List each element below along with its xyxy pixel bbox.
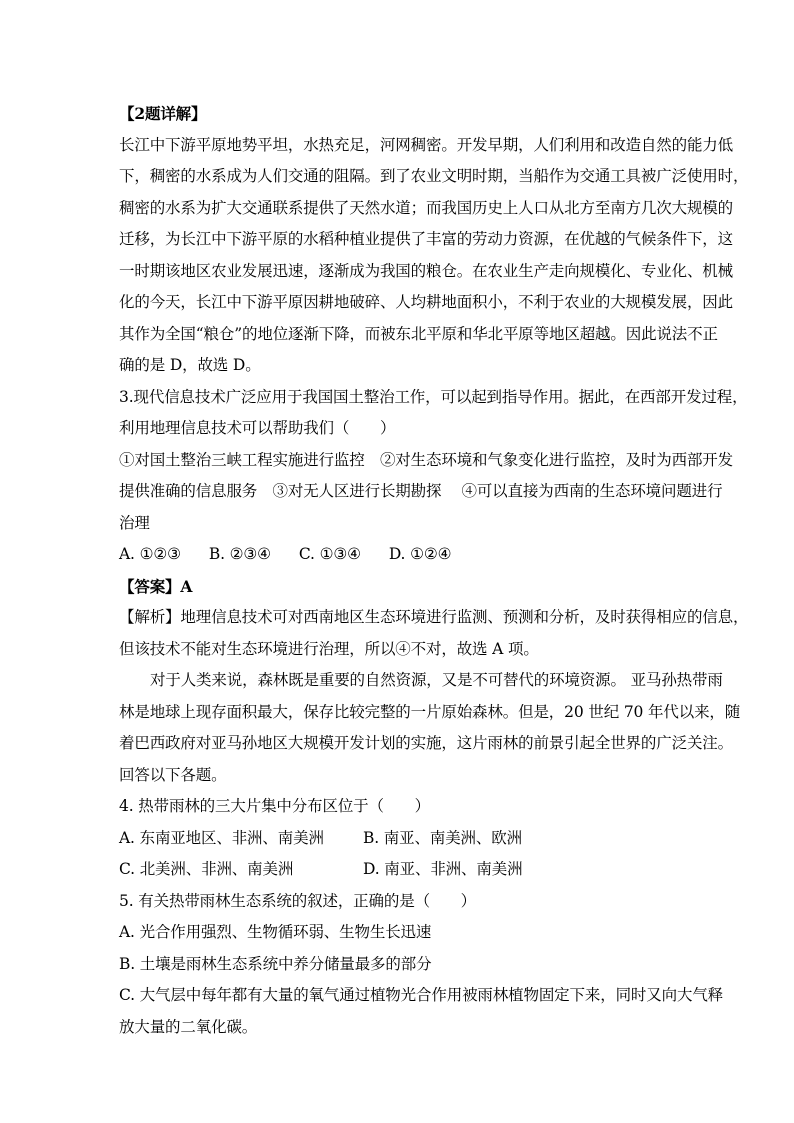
q4-option-d: D. 南亚、非洲、南美洲 <box>363 860 523 878</box>
q5-option-b: B. 土壤是雨林生态系统中养分储量最多的部分 <box>119 954 432 973</box>
q5-option-a: A. 光合作用强烈、生物循环弱、生物生长迅速 <box>119 923 432 941</box>
q3-item-last: 治理 <box>119 513 150 532</box>
q4-option-c: C. 北美洲、非洲、南美洲 <box>119 860 294 878</box>
q3-analysis: 【解析】地理信息技术可对西南地区生态环境进行监测、预测和分析，及时获得相应的信息， <box>119 608 749 626</box>
q2-line: 迁移，为长江中下游平原的水稻种植业提供了丰富的劳动力资源，在优越的气候条件下，这 <box>119 230 734 248</box>
q3-answer: 【答案】A <box>119 576 193 596</box>
q3-option-d: D. ①②④ <box>388 545 452 563</box>
q3-stem: 3.现代信息技术广泛应用于我国国土整治工作，可以起到指导作用。据此，在西部开发过程， <box>119 387 748 406</box>
q2-line: 稠密的水系为扩大交通联系提供了天然水道；而我国历史上人口从北方至南方几次大规模的 <box>119 198 734 217</box>
q2-line: 其作为全国“粮仓”的地位逐渐下降，而被东北平原和华北平原等地区超越。因此说法不正 <box>119 324 718 343</box>
q3-item-line: ①对国土整治三峡工程实施进行监控 ②对生态环境和气象变化进行监控，及时为西部开发 <box>119 450 734 469</box>
q4-option-b: B. 南亚、南美洲、欧洲 <box>363 828 522 847</box>
q4-option-a: A. 东南亚地区、非洲、南美洲 <box>119 828 324 847</box>
document-content <box>119 98 749 1043</box>
q2-line: 下，稠密的水系成为人们交通的阻隔。到了农业文明时期，当船作为交通工具被广泛使用时， <box>119 167 749 185</box>
q2-line-last: 确的是 D，故选 D。 <box>119 356 261 374</box>
q3-stem: 利用地理信息技术可以帮助我们（ ） <box>119 419 396 437</box>
q2-heading: 【2题详解】 <box>119 104 207 123</box>
q3-analysis-last: 但该技术不能对生态环境进行治理，所以④不对，故选 A 项。 <box>119 639 539 658</box>
q2-line: 一时期该地区农业发展迅速，逐渐成为我国的粮仓。在农业生产走向规模化、专业化、机械 <box>119 261 734 280</box>
q5-option-c-cont: 放大量的二氧化碳。 <box>119 1017 258 1036</box>
q5-stem: 5. 有关热带雨林生态系统的叙述，正确的是（ ） <box>119 891 476 910</box>
q4-options-row <box>119 854 679 886</box>
q2-line: 化的今天，长江中下游平原因耕地破碎、人均耕地面积小，不利于农业的大规模发展，因此 <box>119 293 734 311</box>
q2-line: 长江中下游平原地势平坦，水热充足，河网稠密。开发早期，人们利用和改造自然的能力低 <box>119 135 734 154</box>
q3-options <box>119 539 679 571</box>
q4-stem: 4. 热带雨林的三大片集中分布区位于（ ） <box>119 797 430 815</box>
q3-option-c: C. ①③④ <box>298 545 361 563</box>
passage-line: 林是地球上现存面积最大，保存比较完整的一片原始森林。但是，20 世纪 70 年代以来，随 <box>119 702 741 721</box>
q5-option-c: C. 大气层中每年都有大量的氧气通过植物光合作用被雨林植物固定下来，同时又向大气释 <box>119 986 724 1004</box>
q3-item-line: 提供准确的信息服务 ③对无人区进行长期勘探 ④可以直接为西南的生态环境问题进行 <box>119 482 723 500</box>
passage-line: 着巴西政府对亚马孙地区大规模开发计划的实施，这片雨林的前景引起全世界的广泛关注。 <box>119 734 734 752</box>
q3-option-a: A. ①②③ <box>119 545 181 563</box>
passage-line: 对于人类来说，森林既是重要的自然资源，又是不可替代的环境资源。 亚马孙热带雨 <box>150 671 723 689</box>
q4-options-row <box>119 823 679 855</box>
passage-last: 回答以下各题。 <box>119 765 227 784</box>
q3-option-b: B. ②③④ <box>208 545 271 563</box>
